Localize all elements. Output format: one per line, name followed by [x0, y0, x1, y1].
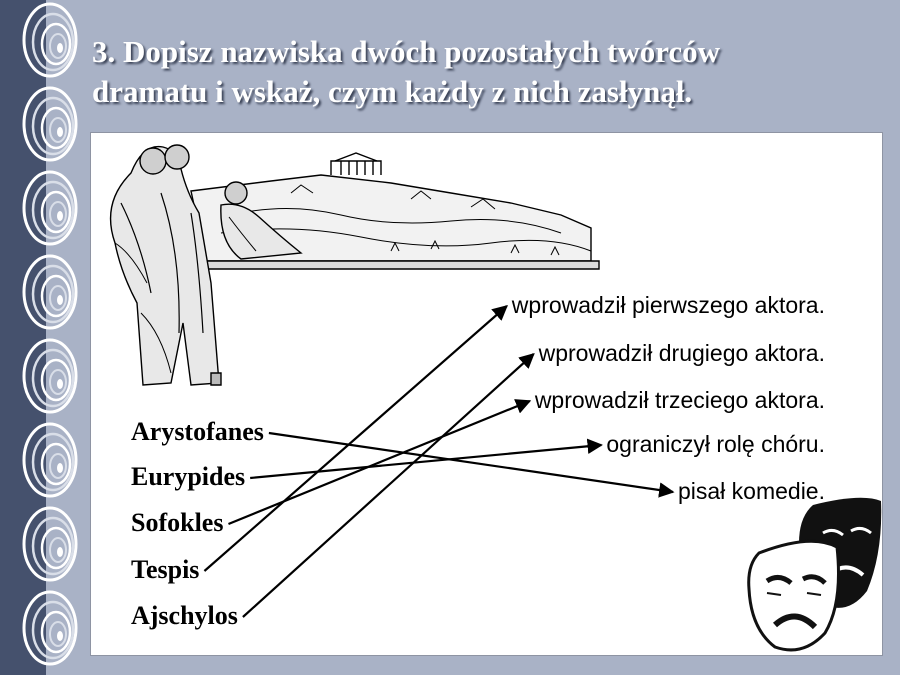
description-second-actor[interactable]: wprowadził drugiego aktora.: [538, 340, 825, 366]
exercise-panel: [90, 132, 883, 656]
description-comedies[interactable]: pisał komedie.: [677, 478, 825, 504]
theatre-masks-icon: [749, 498, 882, 650]
title-line-1: 3. Dopisz nazwiska dwóch pozostałych twórców: [92, 34, 721, 69]
spiral-ornament-column: [14, 0, 94, 675]
match-arrow: [228, 401, 529, 524]
greek-figures-illustration: [111, 145, 599, 385]
spiral-ornament-icon: [24, 508, 76, 580]
author-ajschylos[interactable]: Ajschylos: [131, 601, 238, 630]
spiral-ornament-icon: [24, 592, 76, 664]
author-sofokles[interactable]: Sofokles: [131, 508, 224, 537]
match-arrow: [243, 354, 534, 617]
spiral-ornament-icon: [24, 424, 76, 496]
author-arystofanes[interactable]: Arystofanes: [131, 417, 264, 446]
author-eurypides[interactable]: Eurypides: [131, 462, 246, 491]
spiral-ornament-icon: [24, 340, 76, 412]
title-line-2: dramatu i wskaż, czym każdy z nich zasłynął.: [92, 74, 693, 109]
author-tespis[interactable]: Tespis: [131, 555, 200, 584]
spiral-ornament-icon: [24, 88, 76, 160]
description-third-actor[interactable]: wprowadził trzeciego aktora.: [534, 387, 825, 413]
description-first-actor[interactable]: wprowadził pierwszego aktora.: [511, 292, 825, 318]
spiral-ornament-icon: [24, 4, 76, 76]
spiral-ornament-icon: [24, 256, 76, 328]
spiral-ornament-icon: [24, 172, 76, 244]
slide-title: [92, 32, 882, 112]
description-chorus[interactable]: ograniczył rolę chóru.: [606, 431, 825, 457]
